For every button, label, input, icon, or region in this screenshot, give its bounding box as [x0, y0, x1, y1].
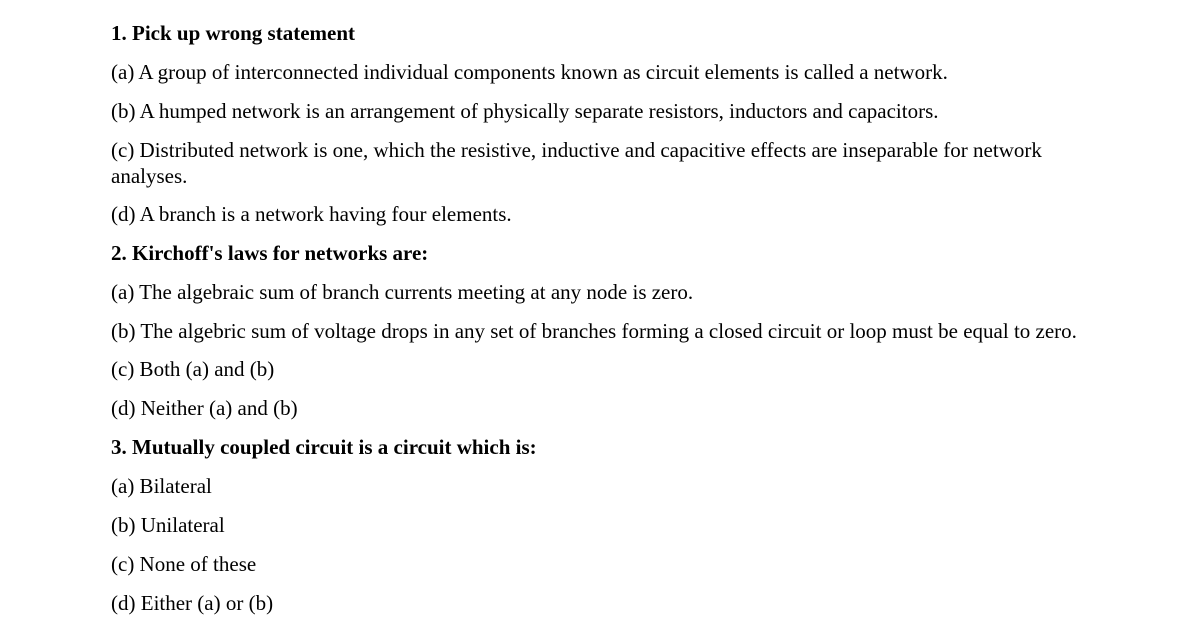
question-1-title: 1. Pick up wrong statement — [111, 21, 356, 45]
question-2-option-b: (b) The algebric sum of voltage drops in any set of branches forming a closed circuit or loop must be equal to zero. — [111, 319, 1077, 343]
question-3-title: 3. Mutually coupled circuit is a circuit which is: — [111, 435, 537, 459]
question-1-option-b: (b) A humped network is an arrangement of physically separate resistors, inductors and capacitors. — [111, 99, 939, 123]
question-3-option-b: (b) Unilateral — [111, 513, 225, 537]
question-1-option-c: (c) Distributed network is one, which the resistive, inductive and capacitive effects are inseparable for network analyses. — [111, 138, 1042, 188]
question-3-option-a: (a) Bilateral — [111, 474, 212, 498]
question-2-option-a: (a) The algebraic sum of branch currents meeting at any node is zero. — [111, 280, 694, 304]
question-list — [111, 20, 1086, 629]
question-2-title: 2. Kirchoff's laws for networks are: — [111, 241, 429, 265]
question-3-option-d: (d) Either (a) or (b) — [111, 591, 274, 615]
question-3-option-c: (c) None of these — [111, 552, 257, 576]
question-2-option-d: (d) Neither (a) and (b) — [111, 396, 298, 420]
question-2-option-c: (c) Both (a) and (b) — [111, 357, 275, 381]
question-1-option-a: (a) A group of interconnected individual components known as circuit elements is called a network. — [111, 60, 948, 84]
question-1-option-d: (d) A branch is a network having four elements. — [111, 202, 512, 226]
